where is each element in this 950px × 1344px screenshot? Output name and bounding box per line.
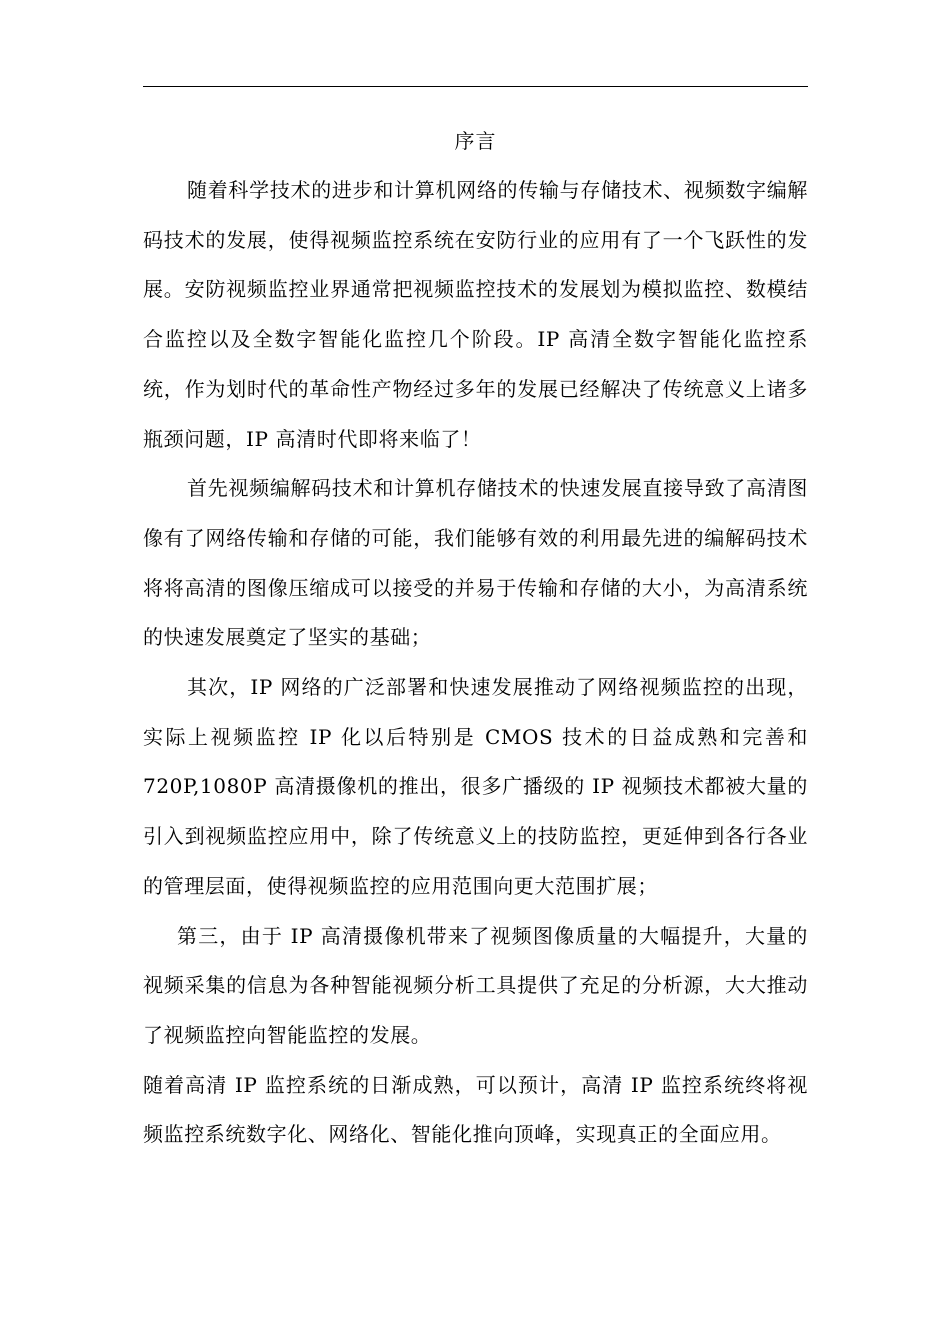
header-rule [143,86,808,87]
paragraph-3: 其次，IP 网络的广泛部署和快速发展推动了网络视频监控的出现，实际上视频监控 IP 化以后特别是 CMOS 技术的日益成熟和完善和 720P,1080P 高清摄像机的推出，很多广播级的 IP 视频技术都被大量的引入到视频监控应用中，除了传统意义上的技防监控，更延伸到各行各业的管理层面，使得视频监控的应用范围向更大范围扩展； [143,675,808,898]
body-text [143,166,808,1160]
page-title: 序言 [454,129,497,153]
paragraph-5: 随着高清 IP 监控系统的日渐成熟，可以预计，高清 IP 监控系统终将视频监控系统数字化、网络化、智能化推向顶峰，实现真正的全面应用。 [143,1072,808,1147]
paragraph-2: 首先视频编解码技术和计算机存储技术的快速发展直接导致了高清图像有了网络传输和存储的可能，我们能够有效的利用最先进的编解码技术将将高清的图像压缩成可以接受的并易于传输和存储的大小，为高清系统的快速发展奠定了坚实的基础； [143,476,808,650]
paragraph-4: 第三，由于 IP 高清摄像机带来了视频图像质量的大幅提升，大量的视频采集的信息为各种智能视频分析工具提供了充足的分析源，大大推动了视频监控向智能监控的发展。 [143,923,808,1047]
paragraph-1: 随着科学技术的进步和计算机网络的传输与存储技术、视频数字编解码技术的发展，使得视频监控系统在安防行业的应用有了一个飞跃性的发展。安防视频监控业界通常把视频监控技术的发展划为模拟监控、数模结合监控以及全数字智能化监控几个阶段。IP 高清全数字智能化监控系统，作为划时代的革命性产物经过多年的发展已经解决了传统意义上诸多瓶颈问题，IP 高清时代即将来临了！ [143,178,808,451]
